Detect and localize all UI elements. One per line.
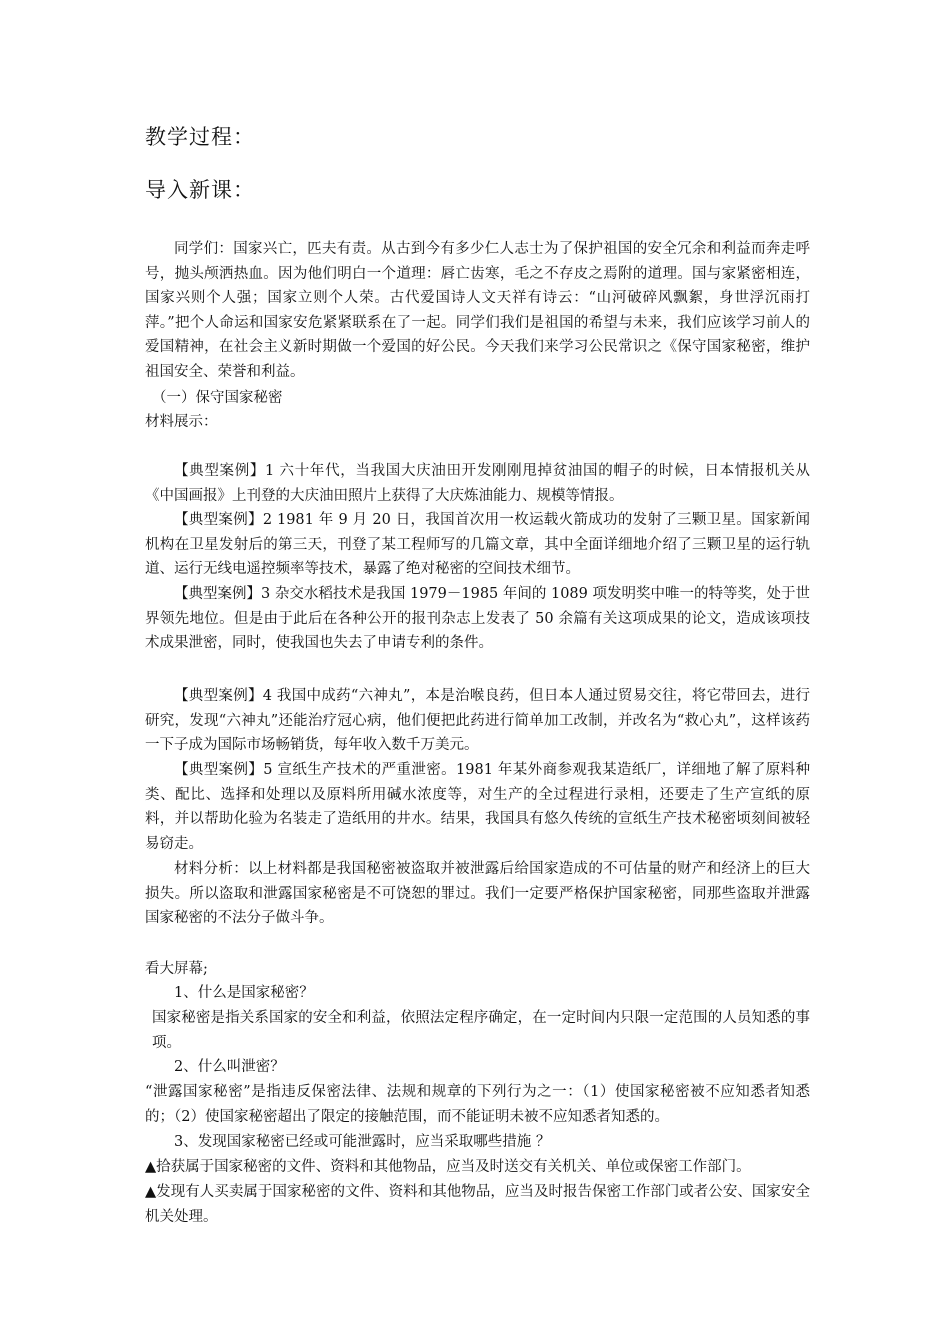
case-3-text: 3 杂交水稻技术是我国 1979－1985 年间的 1089 项发明奖中唯一的特等奖，处于世界领先地位。但是由于此后在各种公开的报刊杂志上发表了 50 余篇有关这项成果的论文，造成该项技术成果泄密，同时，使我国也失去了申请专利的条件。	[145, 586, 811, 651]
case-4-tag: 【典型案例】	[174, 688, 263, 704]
case-4-text: 4 我国中成药“六神丸”，本是治喉良药，但日本人通过贸易交往，将它带回去，进行研究，发现“六神丸”还能治疗冠心病，他们便把此药进行简单加工改制，并改名为“救心丸”，这样该药一下子成为国际市场畅销货，每年收入数千万美元。	[145, 688, 810, 753]
intro-paragraph: 同学们：国家兴亡，匹夫有责。从古到今有多少仁人志士为了保护祖国的安全冗余和利益而奔走呼号，抛头颅洒热血。因为他们明白一个道理：唇亡齿寒，毛之不存皮之焉附的道理。国与家紧密相连，国家兴则个人强；国家立则个人荣。古代爱国诗人文天祥有诗云：“山河破碎风飘絮，身世浮沉雨打萍。”把个人命运和国家安危紧紧联系在了一起。同学们我们是祖国的希望与未来，我们应该学习前人的爱国精神，在社会主义新时期做一个爱国的好公民。今天我们来学习公民常识之《保守国家秘密，维护祖国安全、荣誉和利益。	[145, 241, 810, 380]
measure-2: ▲发现有人买卖属于国家秘密的文件、资料和其他物品，应当及时报告保密工作部门或者公安、国家安全机关处理。	[145, 1184, 810, 1225]
case-3-tag: 【典型案例】	[174, 586, 262, 602]
case-2	[145, 508, 810, 582]
case-1-tag: 【典型案例】	[174, 463, 266, 479]
case-5-text: 5 宣纸生产技术的严重泄密。1981 年某外商参观我某造纸厂，详细地了解了原料种类、配比、选择和处理以及原料所用碱水浓度等，对生产的全过程进行录相，还要走了生产宣纸的原料，并以帮助化验为名装走了造纸用的井水。结果，我国具有悠久传统的宣纸生产技术秘密顷刻间被轻易窃走。	[145, 762, 811, 852]
case-1	[145, 459, 810, 508]
section-one-title: （一）保守国家秘密	[152, 390, 283, 406]
case-1-text: 1 六十年代，当我国大庆油田开发刚刚甩掉贫油国的帽子的时候，日本情报机关从《中国画报》上刊登的大庆油田照片上获得了大庆炼油能力、规模等情报。	[145, 463, 810, 504]
material-label: 材料展示：	[145, 414, 218, 430]
heading-intro-new-lesson: 导入新课：	[145, 178, 255, 202]
case-2-text: 2 1981 年 9 月 20 日，我国首次用一枚运载火箭成功的发射了三颗卫星。国家新闻机构在卫星发射后的第三天，刊登了某工程师写的几篇文章，其中全面详细地介绍了三颗卫星的运行轨道、运行无线电遥控频率等技术，暴露了绝对秘密的空间技术细节。	[145, 512, 810, 577]
question-3: 3、发现国家秘密已经或可能泄露时，应当采取哪些措施 ？	[174, 1134, 551, 1150]
case-5	[145, 758, 810, 856]
measure-1: ▲拾获属于国家秘密的文件、资料和其他物品，应当及时送交有关机关、单位或保密工作部门。	[145, 1159, 751, 1175]
case-4	[145, 684, 810, 758]
answer-1: 国家秘密是指关系国家的安全和利益，依照法定程序确定，在一定时间内只限一定范围的人员知悉的事项。	[152, 1010, 810, 1051]
heading-teaching-process: 教学过程：	[145, 125, 255, 149]
answer-2: “泄露国家秘密”是指违反保密法律、法规和规章的下列行为之一：（1）使国家秘密被不应知悉者知悉的；（2）使国家秘密超出了限定的接触范围，而不能证明未被不应知悉者知悉的。	[145, 1084, 810, 1125]
material-analysis: 材料分析：以上材料都是我国秘密被盗取并被泄露后给国家造成的不可估量的财产和经济上的巨大损失。所以盗取和泄露国家秘密是不可饶恕的罪过。我们一定要严格保护国家秘密，同那些盗取并泄露国家秘密的不法分子做斗争。	[145, 861, 810, 926]
screen-label: 看大屏幕;	[145, 961, 208, 977]
case-3	[145, 582, 810, 656]
case-2-tag: 【典型案例】	[174, 512, 263, 528]
question-1: 1、什么是国家秘密？	[174, 985, 314, 1001]
case-5-tag: 【典型案例】	[174, 762, 264, 778]
question-2: 2、什么叫泄密？	[174, 1059, 285, 1075]
